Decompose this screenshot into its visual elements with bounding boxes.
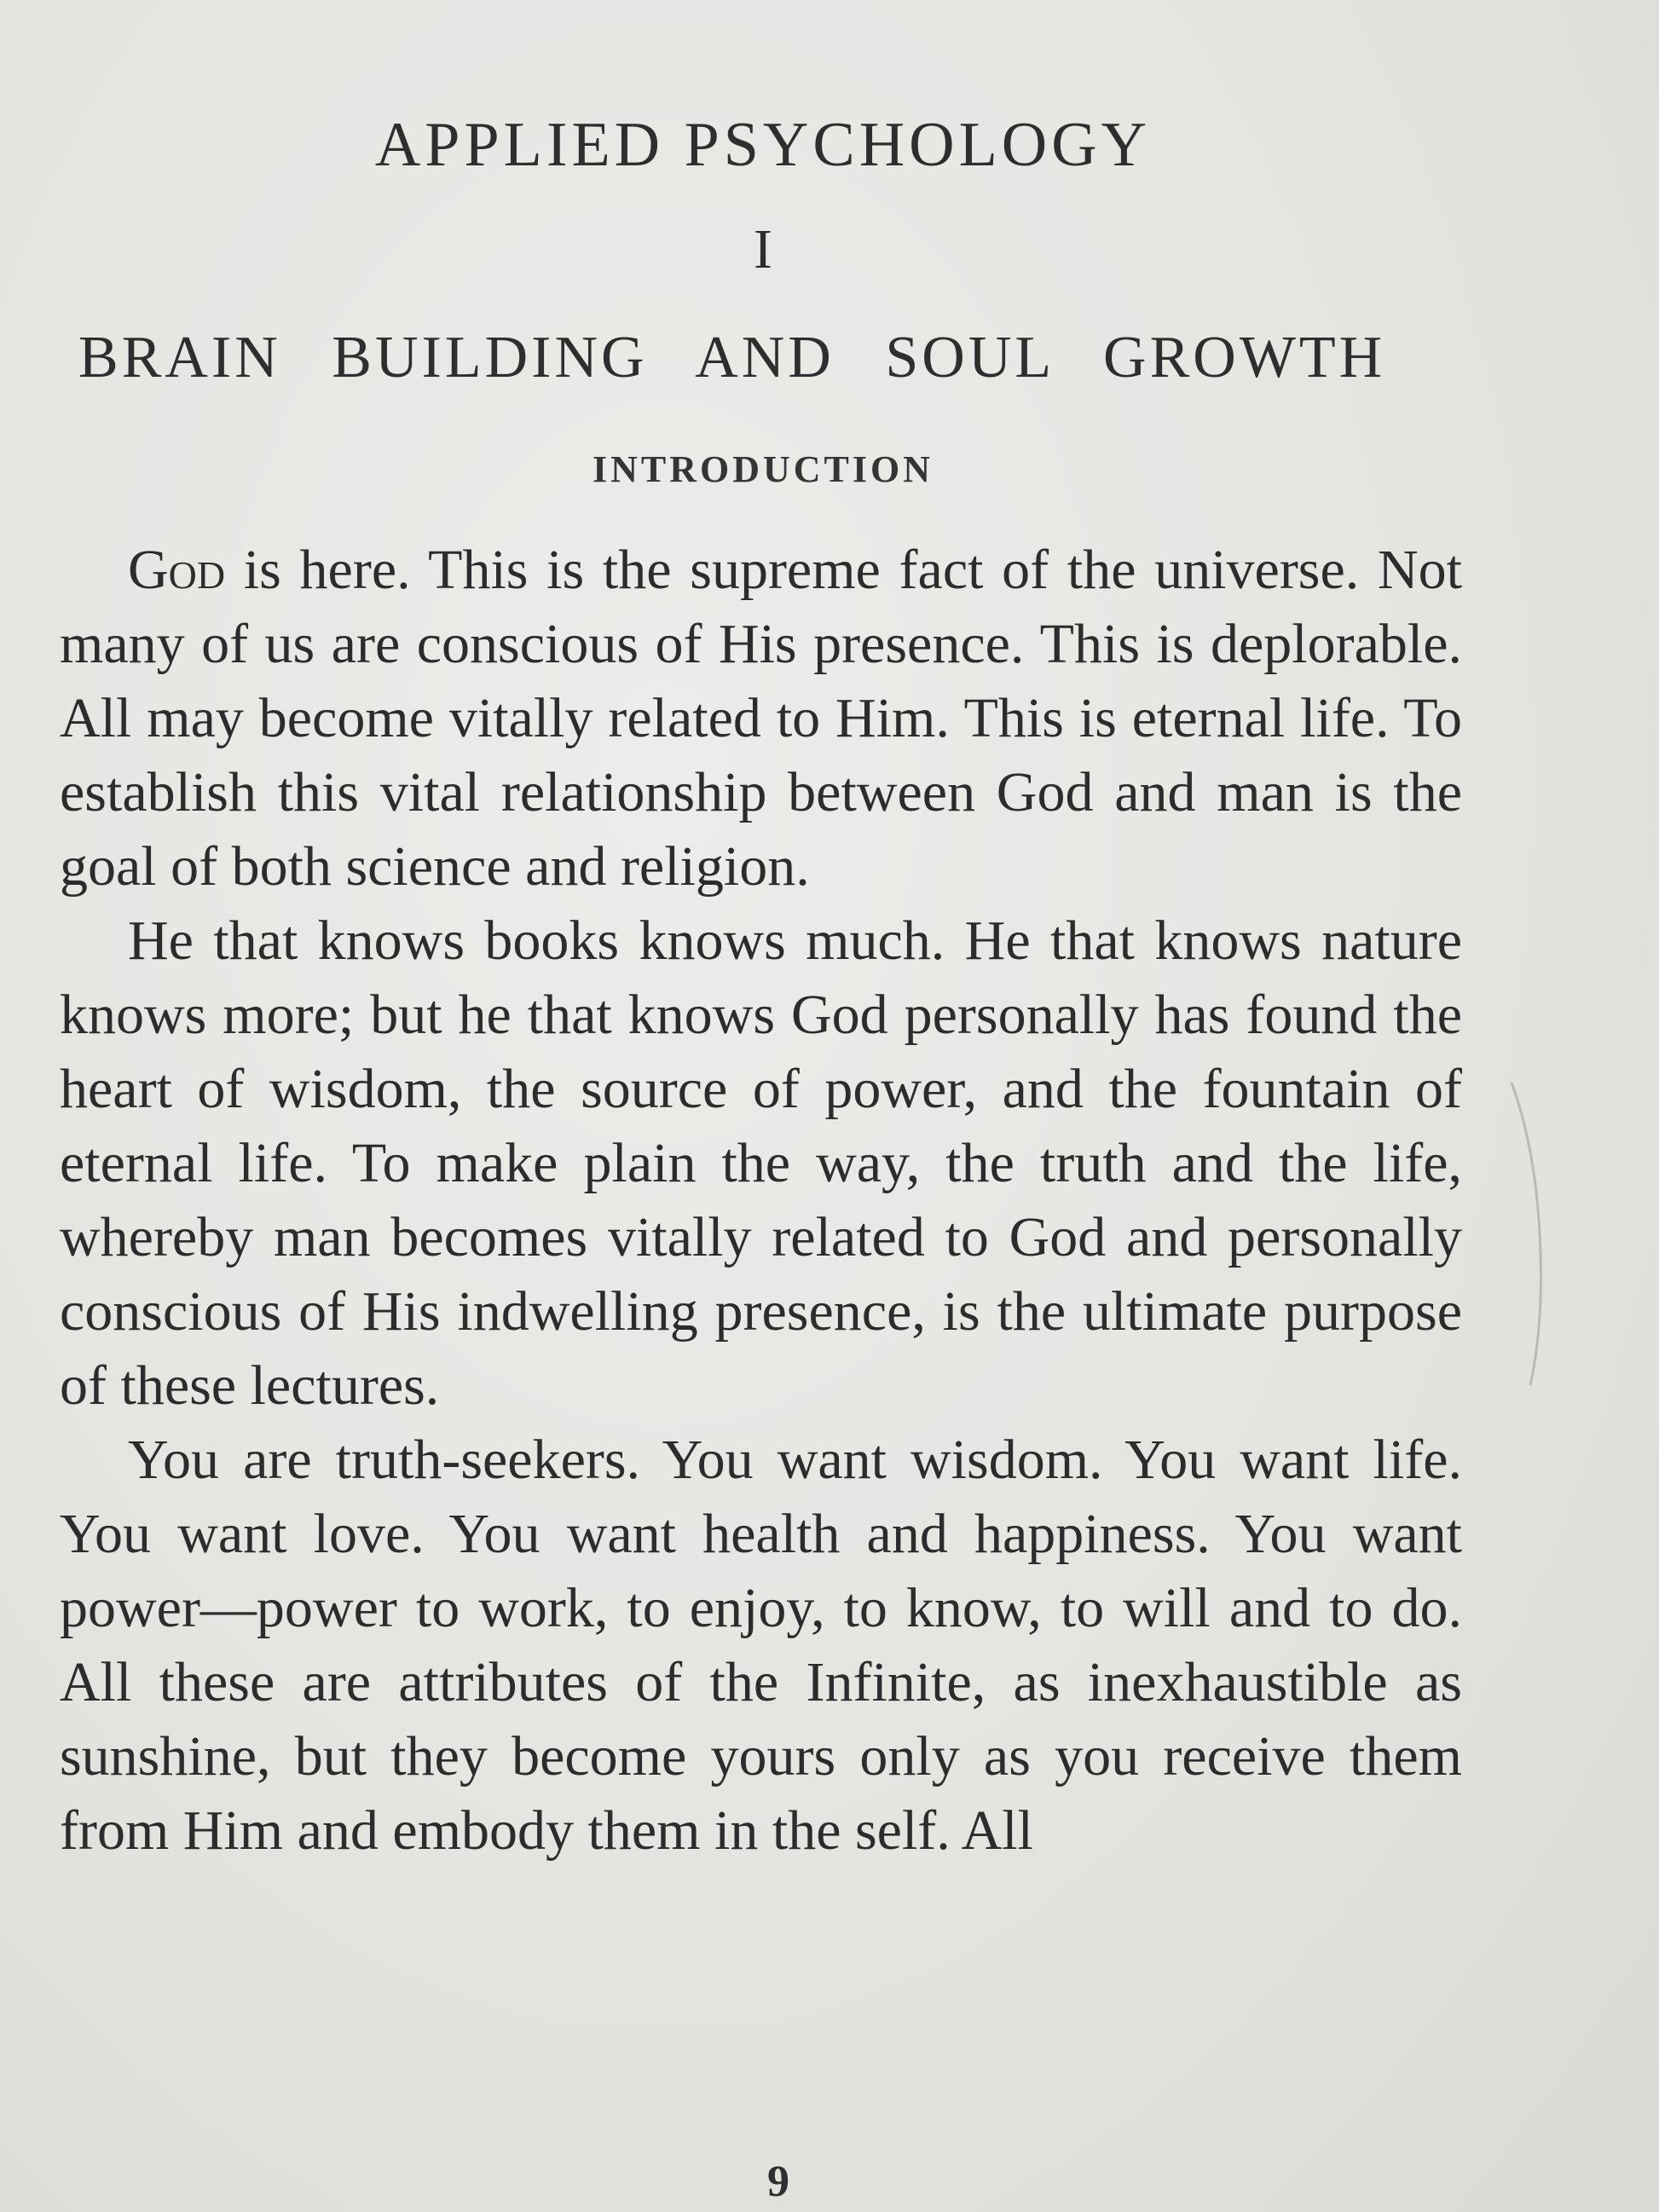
body-text: [60, 533, 1462, 1868]
chapter-title: BRAIN BUILDING AND SOUL GROWTH: [78, 325, 1386, 390]
pencil-margin-mark: [1505, 1083, 1556, 1389]
paragraph-lead-word: God: [128, 539, 226, 601]
chapter-numeral: I: [754, 218, 772, 280]
paragraph: He that knows books knows much. He that knows nature knows more; but he that knows God personally has found the heart of wisdom, the source of power, and the fountain of eternal life. To make plain the way, the truth and the life, whereby man becomes vitally related to God and personally conscious of His indwelling presence, is the ultimate purpose of these lectures.: [60, 910, 1462, 1417]
section-title: INTRODUCTION: [592, 448, 934, 490]
paragraph-text: is here. This is the supreme fact of the universe. Not many of us are conscious of His presence. This is deplorable. All may become vitally related to Him. This is eternal life. To establish this vital relationship between God and man is the goal of both science and religion.: [60, 539, 1462, 898]
paragraph: You are truth-seekers. You want wisdom. You want life. You want love. You want health and happiness. You want power—power to work, to enjoy, to know, to will and to do. All these are attributes of the Infinite, as inexhaustible as sunshine, but they become yours only as you receive them from Him and embody them in the self. All: [60, 1429, 1462, 1862]
paragraph: [60, 533, 1462, 904]
page-number: 9: [767, 2157, 789, 2206]
running-head: APPLIED PSYCHOLOGY: [374, 110, 1152, 180]
